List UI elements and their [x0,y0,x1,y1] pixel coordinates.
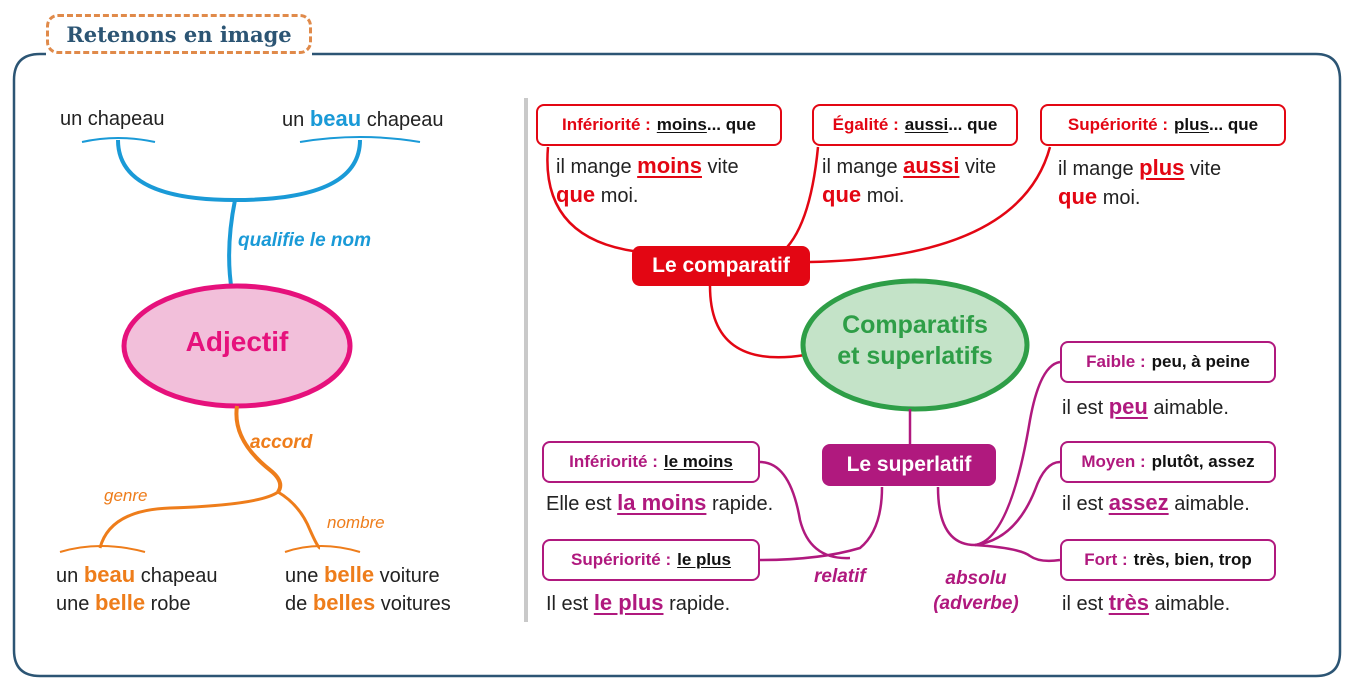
example-absolu-moyen [1062,490,1250,517]
text-pre: un [56,565,79,587]
nombre-example-2 [285,590,451,617]
ex-text: vite [1189,158,1222,180]
label-genre: genre [104,486,148,505]
box-words: plutôt, assez [1151,452,1255,471]
nombre-example-1 [285,562,440,589]
label-absolu [926,566,1026,616]
ex-text: il mange [1058,158,1134,180]
box-rest: ... que [706,115,756,134]
ex-keyword: la moins [617,490,707,515]
ex-keyword: peu [1108,394,1148,419]
adjective-beau: beau [309,106,362,131]
ex-text: moi. [600,185,639,207]
box-rest: ... que [1208,115,1259,134]
box-word: le moins [663,452,733,471]
ex-que: que [556,182,596,207]
box-key: Faible : [1086,352,1146,371]
box-word: moins [656,115,707,134]
ex-keyword: plus [1139,155,1185,180]
ex-text: il mange [822,156,898,178]
ex-text: il mange [556,156,632,178]
example-un-chapeau: un chapeau [60,108,165,130]
blue-trunk [229,200,235,292]
box-words: peu, à peine [1151,352,1250,371]
text-pre: une [56,593,90,615]
section-title: Retenons en image [46,14,312,54]
ex-text: il est [1062,593,1104,615]
text-pre: un [282,109,305,131]
genre-example-1 [56,562,217,589]
purple-abs-fort [975,545,1060,561]
purple-sup-rel [760,487,882,560]
box-superlatif-superiorite [542,539,760,581]
box-key: Infériorité : [562,115,651,134]
ex-text: il est [1062,493,1104,515]
ex-text: vite [707,156,739,178]
box-absolu-faible [1060,341,1276,383]
node-le-comparatif: Le comparatif [632,246,810,286]
text-post: chapeau [140,565,218,587]
example-superlatif-inferiorite [546,490,773,517]
ex-text: aimable. [1153,397,1229,419]
node-le-superlatif: Le superlatif [822,444,996,486]
center-line-2: et superlatifs [837,342,993,370]
example-superlatif-superiorite [546,590,730,617]
box-comparatif-inferiorite [536,104,782,146]
ex-keyword: assez [1108,490,1169,515]
ex-text: Il est [546,593,589,615]
box-key: Supériorité : [1067,115,1169,134]
ex-que: que [822,182,862,207]
ex-keyword: aussi [903,153,960,178]
box-comparatif-egalite [812,104,1018,146]
text-pre: de [285,593,308,615]
text-post: voitures [380,593,451,615]
example-un-beau-chapeau [282,106,443,133]
absolu-line-1: absolu [945,568,1007,589]
box-key: Égalité : [832,115,899,134]
adjective: belle [94,590,146,615]
orange-bracket-left [60,546,145,552]
ex-text: rapide. [711,493,774,515]
example-comparatif-superiorite [1058,154,1221,212]
box-superlatif-inferiorite [542,441,760,483]
adjective: beau [83,562,136,587]
ex-text: aimable. [1154,593,1231,615]
example-comparatif-egalite [822,152,996,210]
box-words: très, bien, trop [1133,550,1252,569]
blue-branch [118,140,360,200]
center-node-label [803,310,1027,372]
box-key: Moyen : [1081,452,1146,471]
adjective: belles [312,590,376,615]
genre-example-2 [56,590,191,617]
ex-keyword: très [1108,590,1150,615]
ex-text: Elle est [546,493,612,515]
center-line-1: Comparatifs [842,311,988,339]
ex-text: rapide. [669,593,731,615]
text-post: chapeau [366,109,444,131]
ex-que: que [1058,184,1098,209]
ex-keyword: moins [637,153,702,178]
label-relatif: relatif [814,566,866,587]
box-comparatif-superiorite [1040,104,1286,146]
example-comparatif-inferiorite [556,152,739,210]
absolu-line-2: (adverbe) [933,593,1019,614]
adjective: belle [323,562,375,587]
box-word: aussi [904,115,949,134]
box-word: plus [1174,115,1209,134]
box-key: Supériorité : [571,550,672,569]
text-pre: une [285,565,319,587]
ex-text: il est [1062,397,1104,419]
text-post: voiture [379,565,440,587]
box-key: Infériorité : [569,452,658,471]
label-accord: accord [250,432,313,453]
label-qualifie-le-nom: qualifie le nom [238,230,372,251]
red-branch-egalite [780,147,818,254]
red-to-center [710,286,805,357]
purple-abs-trunk [938,487,975,545]
example-absolu-fort [1062,590,1230,617]
ex-text: aimable. [1174,493,1250,515]
box-absolu-fort [1060,539,1276,581]
ex-text: vite [965,156,997,178]
text-post: robe [150,593,191,615]
box-rest: ... que [948,115,998,134]
ex-text: moi. [866,185,905,207]
orange-nombre [278,492,320,548]
ex-keyword: le plus [593,590,664,615]
box-word: le plus [677,550,731,569]
box-key: Fort : [1084,550,1128,569]
label-nombre: nombre [327,513,385,532]
orange-bracket-right [285,546,360,552]
ex-text: moi. [1102,187,1141,209]
adjectif-node-label: Adjectif [185,326,289,357]
example-absolu-faible [1062,394,1229,421]
box-absolu-moyen [1060,441,1276,483]
